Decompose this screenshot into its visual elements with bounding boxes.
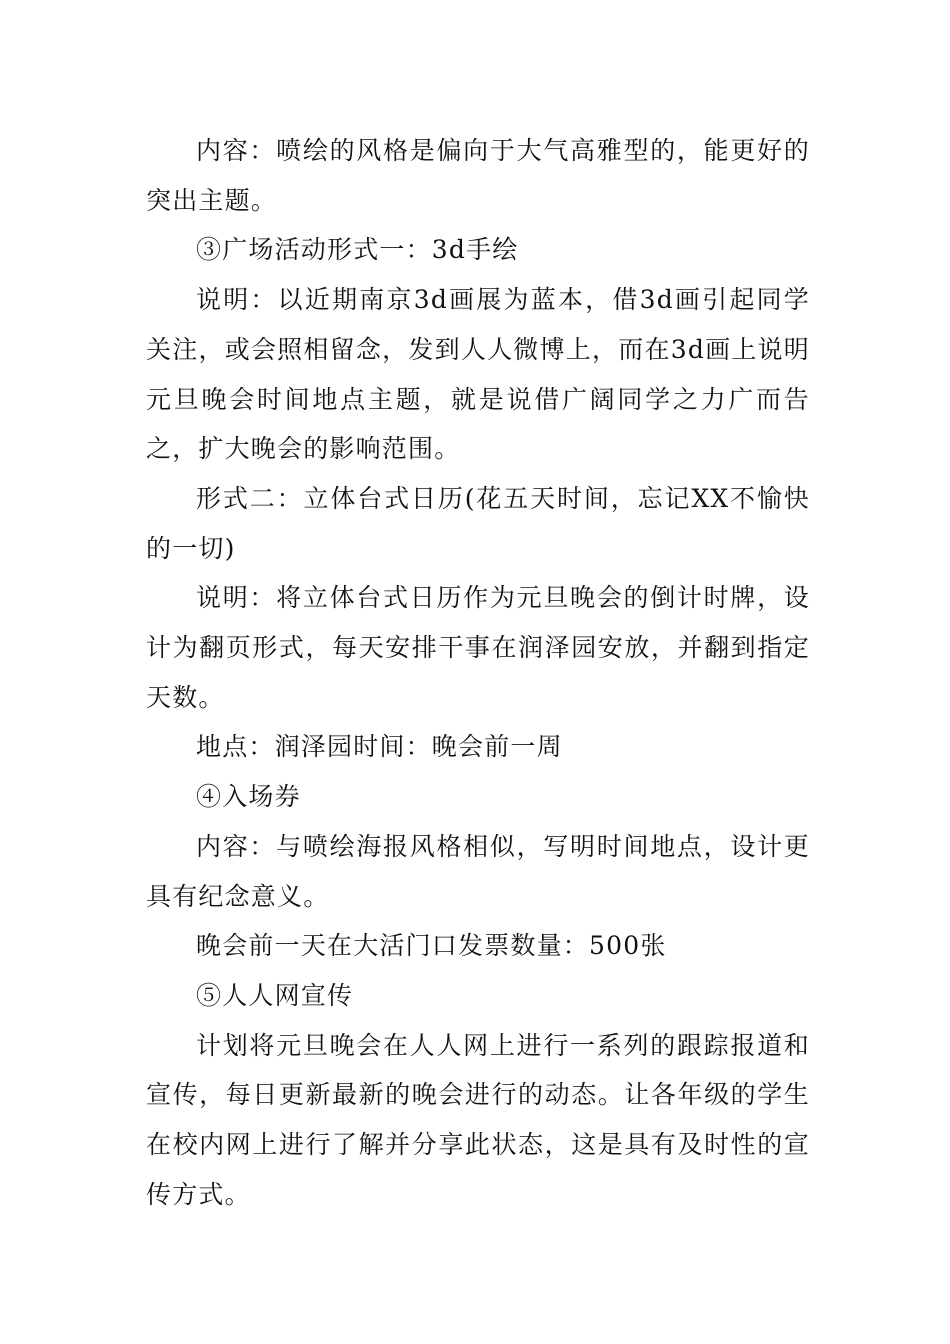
paragraph-location-time: 地点：润泽园时间：晚会前一周	[196, 732, 563, 762]
paragraph-renren-heading: ⑤人人网宣传	[196, 980, 354, 1010]
paragraph-poster-style: 内容：喷绘的风格是偏向于大气高雅型的，能更好的突出主题。	[146, 136, 810, 215]
paragraph-renren-plan: 计划将元旦晚会在人人网上进行一系列的跟踪报道和宣传，每日更新最新的晚会进行的动态。让各年级的学生在校内网上进行了解并分享此状态，这是具有及时性的宣传方式。	[146, 1030, 810, 1209]
paragraph-square-activity-heading: ③广场活动形式一：3d手绘	[196, 235, 519, 265]
document-body	[146, 126, 810, 1219]
paragraph-3d-painting-description: 说明：以近期南京3d画展为蓝本，借3d画引起同学关注，或会照相留念，发到人人微博上，而在3d画上说明元旦晚会时间地点主题，就是说借广阔同学之力广而告之，扩大晚会的影响范围。	[146, 285, 810, 464]
paragraph-desk-calendar-description: 说明：将立体台式日历作为元旦晚会的倒计时牌，设计为翻页形式，每天安排干事在润泽园安放，并翻到指定天数。	[146, 583, 810, 712]
paragraph-ticket-content: 内容：与喷绘海报风格相似，写明时间地点，设计更具有纪念意义。	[146, 831, 810, 911]
paragraph-ticket-distribution: 晚会前一天在大活门口发票数量：500张	[196, 931, 667, 961]
paragraph-desk-calendar-form: 形式二：立体台式日历(花五天时间，忘记XX不愉快的一切)	[146, 483, 810, 563]
paragraph-ticket-heading: ④入场券	[196, 782, 301, 812]
